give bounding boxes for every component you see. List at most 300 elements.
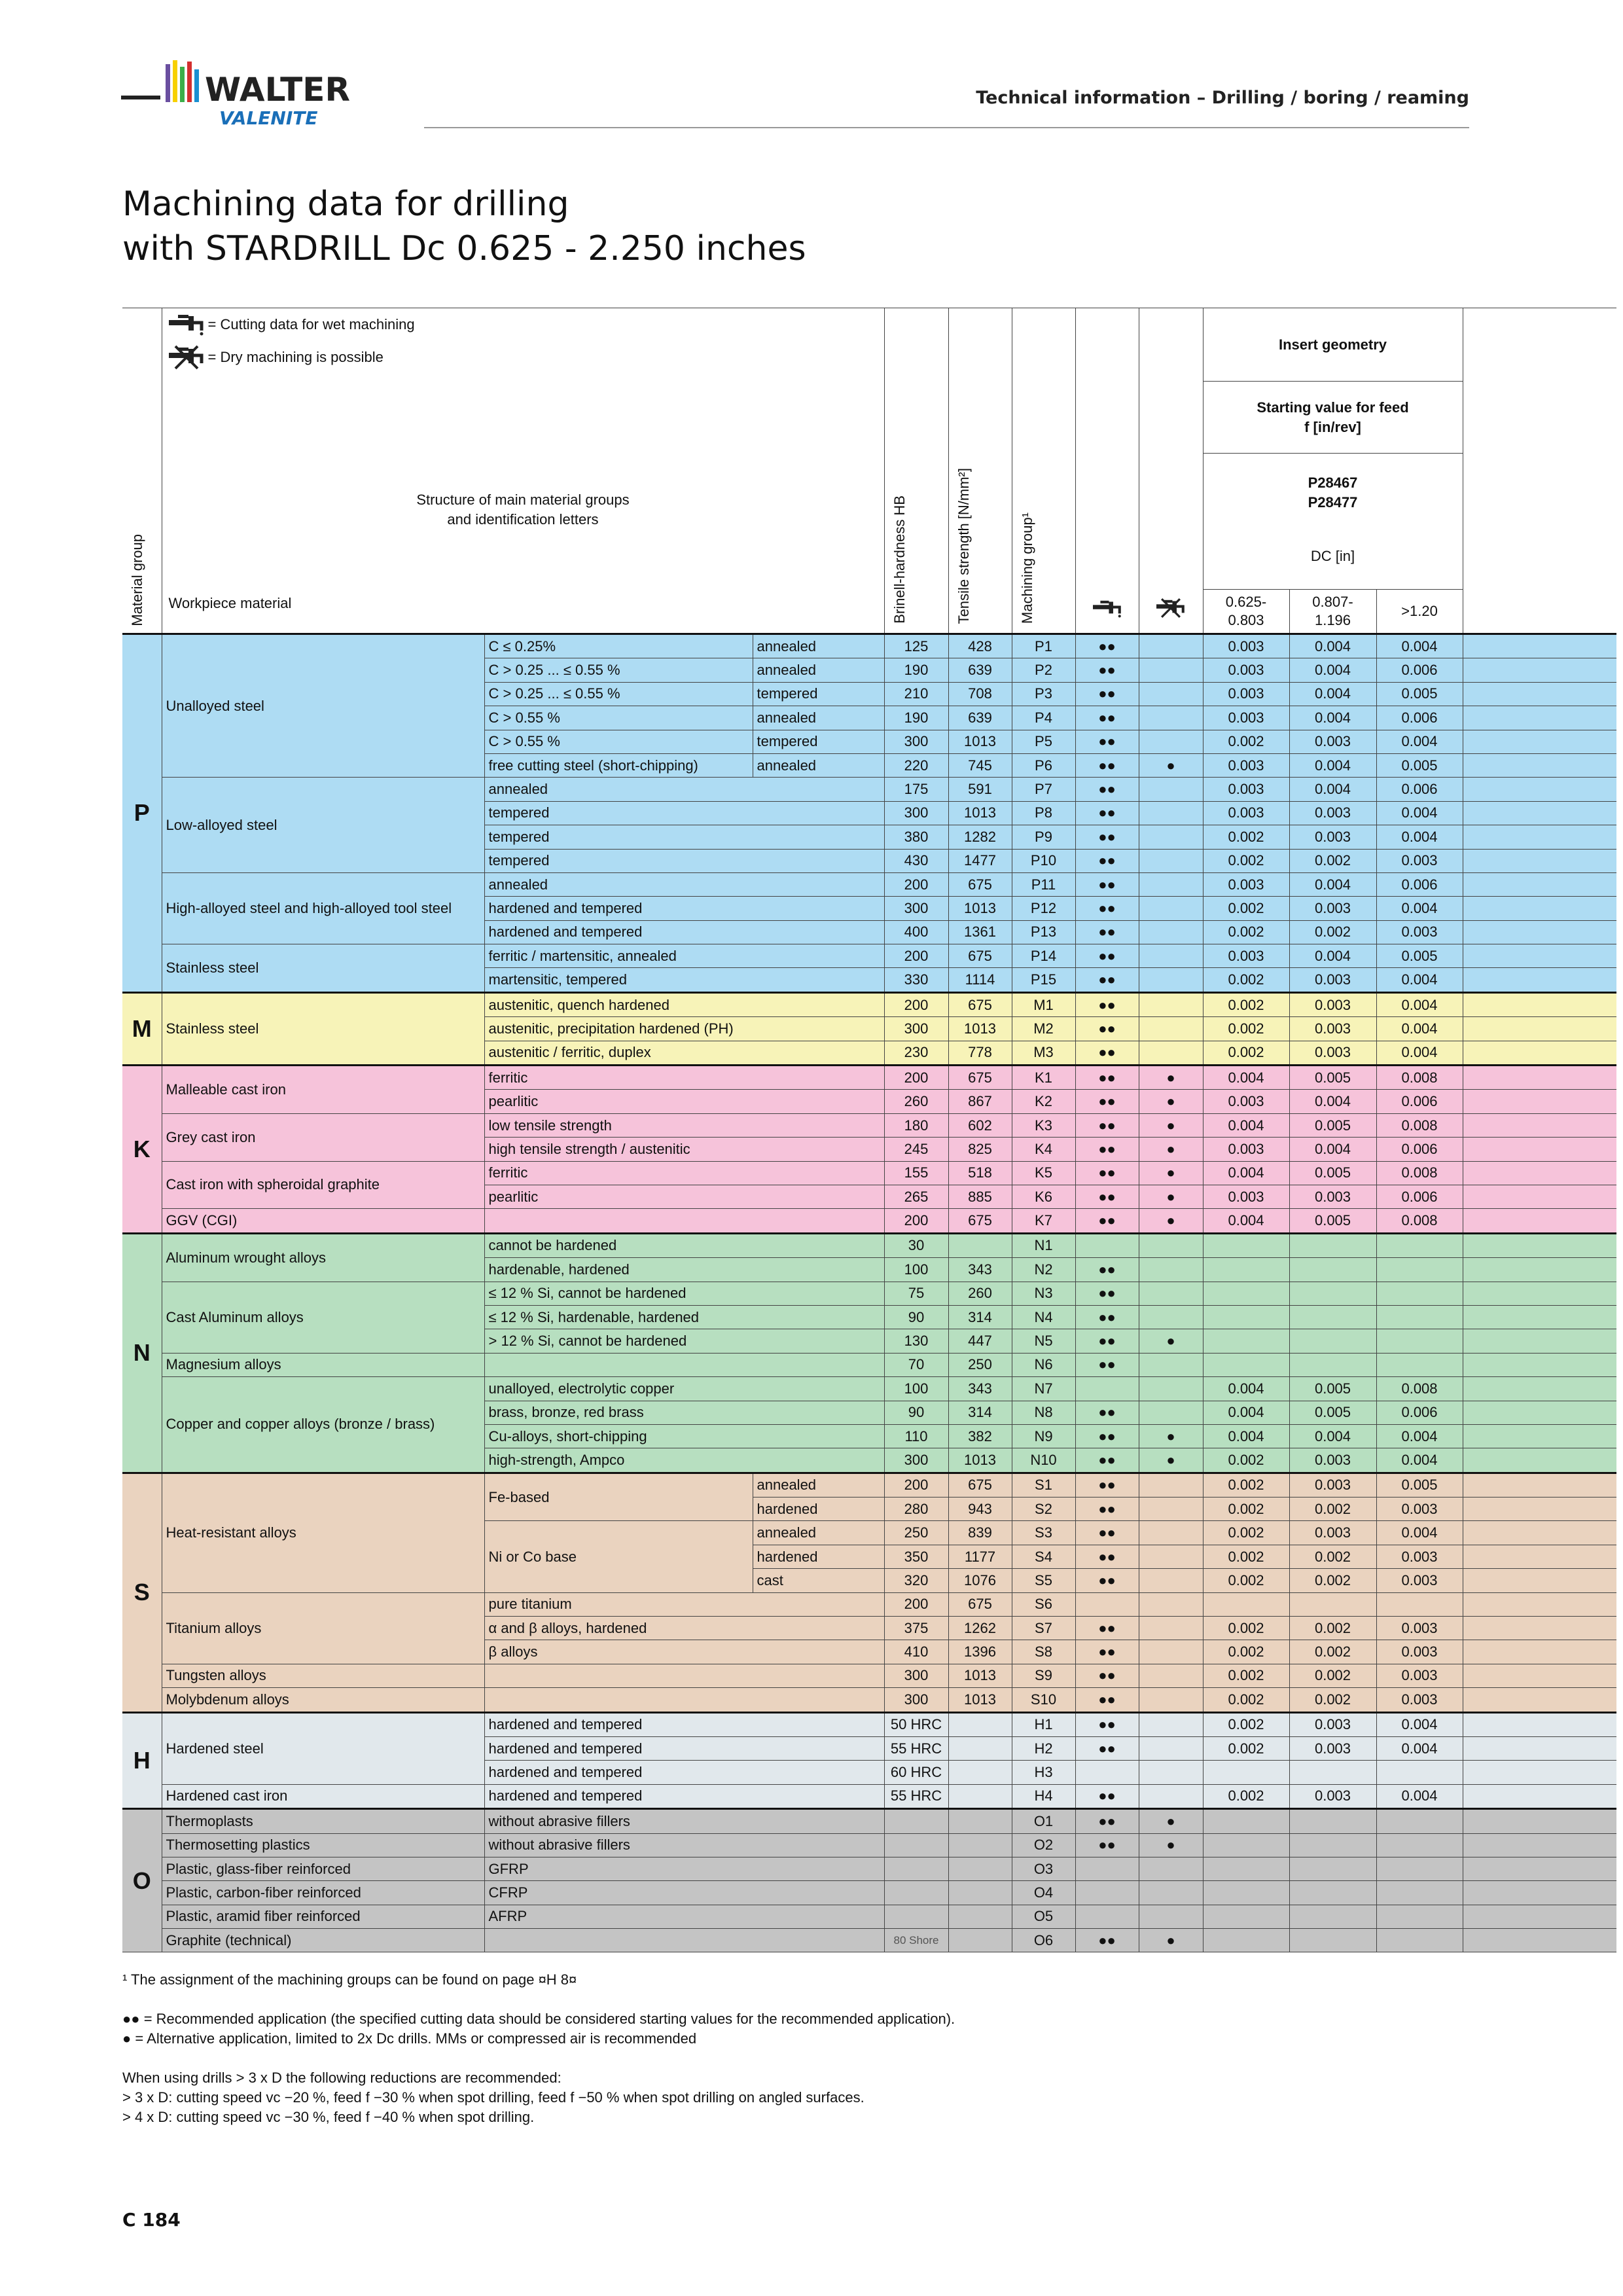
structure-primary: AFRP [484, 1905, 884, 1928]
machining-group: K5 [1012, 1161, 1075, 1185]
feed-value-dc3: 0.003 [1376, 1569, 1463, 1592]
feed-value-dc3: 0.004 [1376, 1736, 1463, 1760]
tensile-strength [948, 1784, 1012, 1808]
tensile-strength: 675 [948, 872, 1012, 896]
row-trailing-band [1463, 1809, 1616, 1833]
feed-value-dc3: 0.008 [1376, 1161, 1463, 1185]
tensile-strength: 447 [948, 1329, 1012, 1353]
feed-value-dc3: 0.004 [1376, 1784, 1463, 1808]
table-body [122, 634, 1616, 1952]
page-title-line1: Machining data for drilling [122, 185, 569, 224]
feed-value-dc2: 0.004 [1289, 682, 1376, 706]
workpiece-material: Thermosetting plastics [162, 1833, 484, 1857]
wet-machining-mark: ●● [1075, 1066, 1139, 1090]
tensile-strength: 675 [948, 992, 1012, 1016]
feed-value-dc2 [1289, 1305, 1376, 1329]
row-trailing-band [1463, 825, 1616, 849]
wet-machining-mark: ●● [1075, 1498, 1139, 1521]
row-trailing-band [1463, 1784, 1616, 1808]
wet-machining-mark: ●● [1075, 1138, 1139, 1161]
structure-primary: ≤ 12 % Si, cannot be hardened [484, 1282, 884, 1305]
header-material-group-text: Material group [129, 534, 145, 626]
machining-group: P3 [1012, 682, 1075, 706]
material-group-letter: M [122, 992, 162, 1065]
brinell-hardness: 75 [884, 1282, 948, 1305]
feed-value-dc3: 0.003 [1376, 1545, 1463, 1568]
feed-value-dc3: 0.006 [1376, 706, 1463, 730]
row-trailing-band [1463, 897, 1616, 920]
dry-machining-mark [1139, 992, 1203, 1016]
dry-machining-mark [1139, 849, 1203, 872]
dry-machining-mark [1139, 1473, 1203, 1497]
feed-value-dc2: 0.004 [1289, 634, 1376, 658]
dry-machining-mark: ● [1139, 1113, 1203, 1137]
row-trailing-band [1463, 634, 1616, 658]
feed-value-dc3 [1376, 1881, 1463, 1905]
reduction-intro: When using drills > 3 x D the following reductions are recommended: [122, 2070, 562, 2086]
structure-primary: annealed [484, 778, 884, 801]
tensile-strength: 885 [948, 1185, 1012, 1208]
feed-value-dc2: 0.004 [1289, 872, 1376, 896]
tensile-strength: 1013 [948, 897, 1012, 920]
table-row [122, 1377, 1616, 1401]
brinell-hardness: 220 [884, 753, 948, 777]
structure-secondary: annealed [753, 658, 884, 682]
feed-value-dc1: 0.003 [1203, 872, 1289, 896]
feed-value-dc2 [1289, 1592, 1376, 1616]
row-trailing-band [1463, 730, 1616, 753]
feed-value-dc1: 0.002 [1203, 920, 1289, 944]
machining-group: K4 [1012, 1138, 1075, 1161]
wet-machining-mark [1075, 1761, 1139, 1784]
feed-value-dc2: 0.003 [1289, 825, 1376, 849]
dry-machining-icon [1156, 596, 1185, 620]
machining-group: H4 [1012, 1784, 1075, 1808]
feed-value-dc3: 0.003 [1376, 849, 1463, 872]
dry-machining-mark [1139, 634, 1203, 658]
row-trailing-band [1463, 1905, 1616, 1928]
feed-value-dc1: 0.003 [1203, 944, 1289, 968]
feed-value-dc1: 0.003 [1203, 778, 1289, 801]
feed-value-dc3: 0.004 [1376, 992, 1463, 1016]
feed-value-dc1 [1203, 1258, 1289, 1282]
machining-group: S6 [1012, 1592, 1075, 1616]
feed-value-dc3: 0.003 [1376, 1688, 1463, 1712]
machining-group: S9 [1012, 1664, 1075, 1687]
feed-value-dc1: 0.002 [1203, 1521, 1289, 1545]
feed-value-dc3: 0.004 [1376, 825, 1463, 849]
wet-machining-mark: ●● [1075, 1473, 1139, 1497]
wet-machining-mark: ●● [1075, 872, 1139, 896]
workpiece-material: Grey cast iron [162, 1113, 484, 1161]
brinell-hardness: 90 [884, 1401, 948, 1424]
machining-group: S5 [1012, 1569, 1075, 1592]
machining-group: S2 [1012, 1498, 1075, 1521]
dry-machining-mark [1139, 1305, 1203, 1329]
feed-value-dc1: 0.002 [1203, 1640, 1289, 1664]
feed-value-dc2: 0.004 [1289, 753, 1376, 777]
brinell-hardness: 200 [884, 1209, 948, 1233]
wet-machining-mark: ●● [1075, 1664, 1139, 1687]
feed-value-dc2: 0.002 [1289, 1640, 1376, 1664]
machining-group: O4 [1012, 1881, 1075, 1905]
header-brinell [884, 308, 948, 634]
dry-machining-mark: ● [1139, 1424, 1203, 1448]
brinell-hardness: 60 HRC [884, 1761, 948, 1784]
row-trailing-band [1463, 1664, 1616, 1687]
tensile-strength: 250 [948, 1353, 1012, 1376]
row-trailing-band [1463, 1401, 1616, 1424]
machining-group: S1 [1012, 1473, 1075, 1497]
structure-primary: hardened and tempered [484, 897, 884, 920]
tensile-strength: 1477 [948, 849, 1012, 872]
feed-value-dc1: 0.004 [1203, 1066, 1289, 1090]
legend-wet-text: = Cutting data for wet machining [207, 316, 415, 332]
feed-value-dc3 [1376, 1329, 1463, 1353]
brinell-hardness: 300 [884, 801, 948, 825]
feed-value-dc1: 0.002 [1203, 1784, 1289, 1808]
feed-value-dc2: 0.005 [1289, 1066, 1376, 1090]
dry-machining-mark [1139, 658, 1203, 682]
machining-group: N1 [1012, 1233, 1075, 1257]
feed-value-dc1: 0.002 [1203, 1736, 1289, 1760]
dry-machining-mark [1139, 682, 1203, 706]
machining-group: K6 [1012, 1185, 1075, 1208]
feed-value-dc2 [1289, 1233, 1376, 1257]
wet-machining-mark: ●● [1075, 1113, 1139, 1137]
dry-machining-mark [1139, 1041, 1203, 1065]
workpiece-material: Thermoplasts [162, 1809, 484, 1833]
tensile-strength: 260 [948, 1282, 1012, 1305]
feed-value-dc3 [1376, 1592, 1463, 1616]
structure-primary: ferritic / martensitic, annealed [484, 944, 884, 968]
row-trailing-band [1463, 1138, 1616, 1161]
machining-group: P14 [1012, 944, 1075, 968]
feed-value-dc3: 0.004 [1376, 634, 1463, 658]
machining-group: S4 [1012, 1545, 1075, 1568]
tensile-strength: 867 [948, 1090, 1012, 1113]
structure-header-text: Structure of main material groups and identification letters [416, 492, 630, 528]
brinell-hardness: 55 HRC [884, 1736, 948, 1760]
feed-value-dc3 [1376, 1929, 1463, 1952]
workpiece-material: Heat-resistant alloys [162, 1473, 484, 1592]
feed-value-dc2: 0.003 [1289, 968, 1376, 992]
table-row [122, 1233, 1616, 1257]
dry-machining-mark: ● [1139, 1833, 1203, 1857]
feed-value-dc1: 0.002 [1203, 1688, 1289, 1712]
feed-value-dc1: 0.002 [1203, 1041, 1289, 1065]
tensile-strength [948, 1881, 1012, 1905]
wet-machining-mark: ●● [1075, 1545, 1139, 1568]
feed-value-dc3: 0.006 [1376, 872, 1463, 896]
feed-value-dc2: 0.003 [1289, 1784, 1376, 1808]
feed-value-dc2: 0.002 [1289, 1617, 1376, 1640]
dry-machining-mark: ● [1139, 753, 1203, 777]
dry-machining-mark [1139, 1784, 1203, 1808]
structure-secondary: hardened [753, 1545, 884, 1568]
tensile-strength: 343 [948, 1258, 1012, 1282]
machining-group: H3 [1012, 1761, 1075, 1784]
table-row [122, 1929, 1616, 1952]
tensile-strength [948, 1712, 1012, 1736]
structure-secondary: hardened [753, 1498, 884, 1521]
feed-value-dc2: 0.005 [1289, 1377, 1376, 1401]
wet-machining-mark: ●● [1075, 1617, 1139, 1640]
row-trailing-band [1463, 1185, 1616, 1208]
feed-value-dc1 [1203, 1233, 1289, 1257]
dry-machining-mark: ● [1139, 1448, 1203, 1473]
feed-value-dc3: 0.004 [1376, 1424, 1463, 1448]
feed-value-dc2: 0.005 [1289, 1161, 1376, 1185]
machining-group: S8 [1012, 1640, 1075, 1664]
brinell-hardness: 155 [884, 1161, 948, 1185]
feed-value-dc2: 0.002 [1289, 1664, 1376, 1687]
dry-machining-mark [1139, 1905, 1203, 1928]
workpiece-material: Tungsten alloys [162, 1664, 484, 1687]
feed-value-dc1: 0.002 [1203, 968, 1289, 992]
feed-value-dc2: 0.005 [1289, 1209, 1376, 1233]
structure-primary: hardened and tempered [484, 920, 884, 944]
row-trailing-band [1463, 1329, 1616, 1353]
feed-value-dc2: 0.002 [1289, 1569, 1376, 1592]
brinell-hardness: 50 HRC [884, 1712, 948, 1736]
brinell-hardness: 380 [884, 825, 948, 849]
brinell-hardness: 300 [884, 730, 948, 753]
structure-primary: tempered [484, 801, 884, 825]
feed-value-dc2: 0.003 [1289, 1448, 1376, 1473]
table-row [122, 1712, 1616, 1736]
machining-group: O3 [1012, 1857, 1075, 1880]
structure-primary: hardened and tempered [484, 1784, 884, 1808]
tensile-strength [948, 1233, 1012, 1257]
feed-value-dc1: 0.004 [1203, 1377, 1289, 1401]
structure-primary: β alloys [484, 1640, 884, 1664]
header-machining-group [1012, 308, 1075, 634]
legend-recommended: ●● = Recommended application (the specified cutting data should be considered starting values for the recommended application). [122, 2011, 955, 2027]
feed-value-dc3: 0.006 [1376, 1090, 1463, 1113]
machining-group: P4 [1012, 706, 1075, 730]
table-row [122, 1688, 1616, 1712]
wet-machining-mark [1075, 1233, 1139, 1257]
header-dc-range-3: >1.20 [1376, 589, 1463, 634]
structure-primary: austenitic, precipitation hardened (PH) [484, 1017, 884, 1041]
brinell-hardness: 90 [884, 1305, 948, 1329]
feed-value-dc1 [1203, 1833, 1289, 1857]
workpiece-material: Cast Aluminum alloys [162, 1282, 484, 1353]
feed-value-dc2: 0.003 [1289, 1041, 1376, 1065]
row-trailing-band [1463, 1569, 1616, 1592]
wet-machining-mark: ●● [1075, 1258, 1139, 1282]
dc-label: DC [in] [1310, 548, 1355, 565]
feed-value-dc1: 0.003 [1203, 801, 1289, 825]
feed-value-dc1: 0.003 [1203, 1090, 1289, 1113]
structure-primary: > 12 % Si, cannot be hardened [484, 1329, 884, 1353]
feed-value-dc3: 0.003 [1376, 1617, 1463, 1640]
tensile-strength: 675 [948, 1592, 1012, 1616]
feed-value-dc2: 0.002 [1289, 849, 1376, 872]
brinell-hardness: 200 [884, 944, 948, 968]
feed-value-dc3: 0.004 [1376, 897, 1463, 920]
row-trailing-band [1463, 801, 1616, 825]
dry-machining-mark [1139, 1377, 1203, 1401]
structure-primary: hardenable, hardened [484, 1258, 884, 1282]
brinell-hardness: 320 [884, 1569, 948, 1592]
table-row [122, 1809, 1616, 1833]
table-row [122, 872, 1616, 896]
feed-value-dc3: 0.003 [1376, 920, 1463, 944]
wet-machining-mark: ●● [1075, 1929, 1139, 1952]
footnote: ¹ The assignment of the machining groups can be found on page ¤H 8¤ [122, 1971, 577, 1988]
dry-machining-mark [1139, 1233, 1203, 1257]
feed-value-dc1 [1203, 1329, 1289, 1353]
feed-value-dc3: 0.005 [1376, 1473, 1463, 1497]
feed-value-dc3 [1376, 1353, 1463, 1376]
wet-machining-mark: ●● [1075, 682, 1139, 706]
machining-group: P9 [1012, 825, 1075, 849]
row-trailing-band [1463, 968, 1616, 992]
tensile-strength [948, 1736, 1012, 1760]
structure-primary: brass, bronze, red brass [484, 1401, 884, 1424]
machining-group: P12 [1012, 897, 1075, 920]
row-trailing-band [1463, 1041, 1616, 1065]
feed-value-dc3: 0.004 [1376, 730, 1463, 753]
wet-machining-mark: ●● [1075, 1090, 1139, 1113]
brinell-hardness: 410 [884, 1640, 948, 1664]
machining-data-table [122, 308, 1616, 1952]
structure-secondary: tempered [753, 730, 884, 753]
row-trailing-band [1463, 753, 1616, 777]
brinell-hardness: 100 [884, 1377, 948, 1401]
brinell-hardness: 190 [884, 658, 948, 682]
structure-primary: tempered [484, 849, 884, 872]
header-starting-feed: Starting value for feed f [in/rev] [1203, 382, 1463, 454]
machining-group: N6 [1012, 1353, 1075, 1376]
workpiece-material: Titanium alloys [162, 1592, 484, 1664]
feed-value-dc1: 0.003 [1203, 753, 1289, 777]
machining-group: S10 [1012, 1688, 1075, 1712]
wet-machining-mark: ●● [1075, 1353, 1139, 1376]
row-trailing-band [1463, 1448, 1616, 1473]
tensile-strength: 518 [948, 1161, 1012, 1185]
brinell-hardness [884, 1881, 948, 1905]
wet-machining-mark: ●● [1075, 1712, 1139, 1736]
table-row [122, 1905, 1616, 1928]
wet-machining-mark: ●● [1075, 1282, 1139, 1305]
table-row [122, 944, 1616, 968]
feed-value-dc2: 0.004 [1289, 706, 1376, 730]
feed-value-dc1: 0.004 [1203, 1209, 1289, 1233]
row-trailing-band [1463, 1161, 1616, 1185]
workpiece-material: Hardened cast iron [162, 1784, 484, 1808]
structure-primary: pure titanium [484, 1592, 884, 1616]
dry-machining-mark [1139, 778, 1203, 801]
wet-machining-icon [1093, 598, 1122, 620]
header-spacer [1463, 308, 1616, 634]
feed-value-dc1: 0.002 [1203, 730, 1289, 753]
brinell-hardness: 70 [884, 1353, 948, 1376]
legend-wet [169, 314, 415, 336]
feed-value-dc1 [1203, 1929, 1289, 1952]
legend-alternative: ● = Alternative application, limited to 2x Dc drills. MMs or compressed air is recommended [122, 2030, 697, 2047]
wet-machining-mark: ●● [1075, 1521, 1139, 1545]
feed-value-dc3: 0.005 [1376, 753, 1463, 777]
material-group-letter: K [122, 1066, 162, 1234]
wet-machining-mark: ●● [1075, 1161, 1139, 1185]
feed-value-dc2 [1289, 1282, 1376, 1305]
row-trailing-band [1463, 1736, 1616, 1760]
wet-machining-mark: ●● [1075, 1569, 1139, 1592]
dry-machining-mark [1139, 1688, 1203, 1712]
feed-value-dc1: 0.003 [1203, 634, 1289, 658]
feed-value-dc1 [1203, 1905, 1289, 1928]
material-group-letter: S [122, 1473, 162, 1712]
header-insert-codes [1203, 454, 1463, 590]
feed-value-dc1: 0.002 [1203, 1617, 1289, 1640]
machining-group: K2 [1012, 1090, 1075, 1113]
dry-machining-mark [1139, 706, 1203, 730]
dry-machining-mark: ● [1139, 1809, 1203, 1833]
table-row [122, 1209, 1616, 1233]
wet-machining-icon [169, 314, 204, 336]
wet-machining-mark: ●● [1075, 968, 1139, 992]
machining-group: N3 [1012, 1282, 1075, 1305]
structure-primary: hardened and tempered [484, 1712, 884, 1736]
feed-value-dc1: 0.003 [1203, 1138, 1289, 1161]
legend-dry [169, 345, 383, 370]
machining-group: M2 [1012, 1017, 1075, 1041]
tensile-strength: 343 [948, 1377, 1012, 1401]
workpiece-material: Plastic, carbon-fiber reinforced [162, 1881, 484, 1905]
machining-group: P1 [1012, 634, 1075, 658]
dry-machining-mark [1139, 730, 1203, 753]
workpiece-material: Low-alloyed steel [162, 778, 484, 873]
feed-value-dc3: 0.006 [1376, 1401, 1463, 1424]
brinell-hardness [884, 1809, 948, 1833]
machining-group: S7 [1012, 1617, 1075, 1640]
dry-machining-mark [1139, 1017, 1203, 1041]
row-trailing-band [1463, 1545, 1616, 1568]
brinell-hardness: 265 [884, 1185, 948, 1208]
feed-value-dc2 [1289, 1809, 1376, 1833]
structure-primary: C > 0.55 % [484, 706, 753, 730]
table-row [122, 1857, 1616, 1880]
header-wet [1075, 308, 1139, 634]
tensile-strength: 382 [948, 1424, 1012, 1448]
structure-primary: austenitic / ferritic, duplex [484, 1041, 884, 1065]
brinell-hardness [884, 1857, 948, 1880]
table-row [122, 1664, 1616, 1687]
table-row [122, 1282, 1616, 1305]
feed-value-dc1: 0.002 [1203, 1569, 1289, 1592]
dry-machining-mark [1139, 872, 1203, 896]
feed-value-dc3: 0.004 [1376, 1041, 1463, 1065]
machining-group: P15 [1012, 968, 1075, 992]
notes [122, 1970, 955, 2127]
structure-secondary: annealed [753, 753, 884, 777]
machining-group: O1 [1012, 1809, 1075, 1833]
structure-primary [484, 1664, 884, 1687]
tensile-strength: 675 [948, 1066, 1012, 1090]
feed-value-dc1: 0.004 [1203, 1401, 1289, 1424]
feed-value-dc2 [1289, 1833, 1376, 1857]
dry-machining-mark [1139, 944, 1203, 968]
reduction-4xd: > 4 x D: cutting speed vc −30 %, feed f −40 % when spot drilling. [122, 2109, 535, 2125]
feed-value-dc1: 0.002 [1203, 1664, 1289, 1687]
reduction-3xd: > 3 x D: cutting speed vc −20 %, feed f −30 % when spot drilling, feed f −50 % when spot drilling on angled surfaces. [122, 2089, 865, 2106]
feed-value-dc2: 0.003 [1289, 1736, 1376, 1760]
feed-value-dc2 [1289, 1761, 1376, 1784]
tensile-strength: 1177 [948, 1545, 1012, 1568]
